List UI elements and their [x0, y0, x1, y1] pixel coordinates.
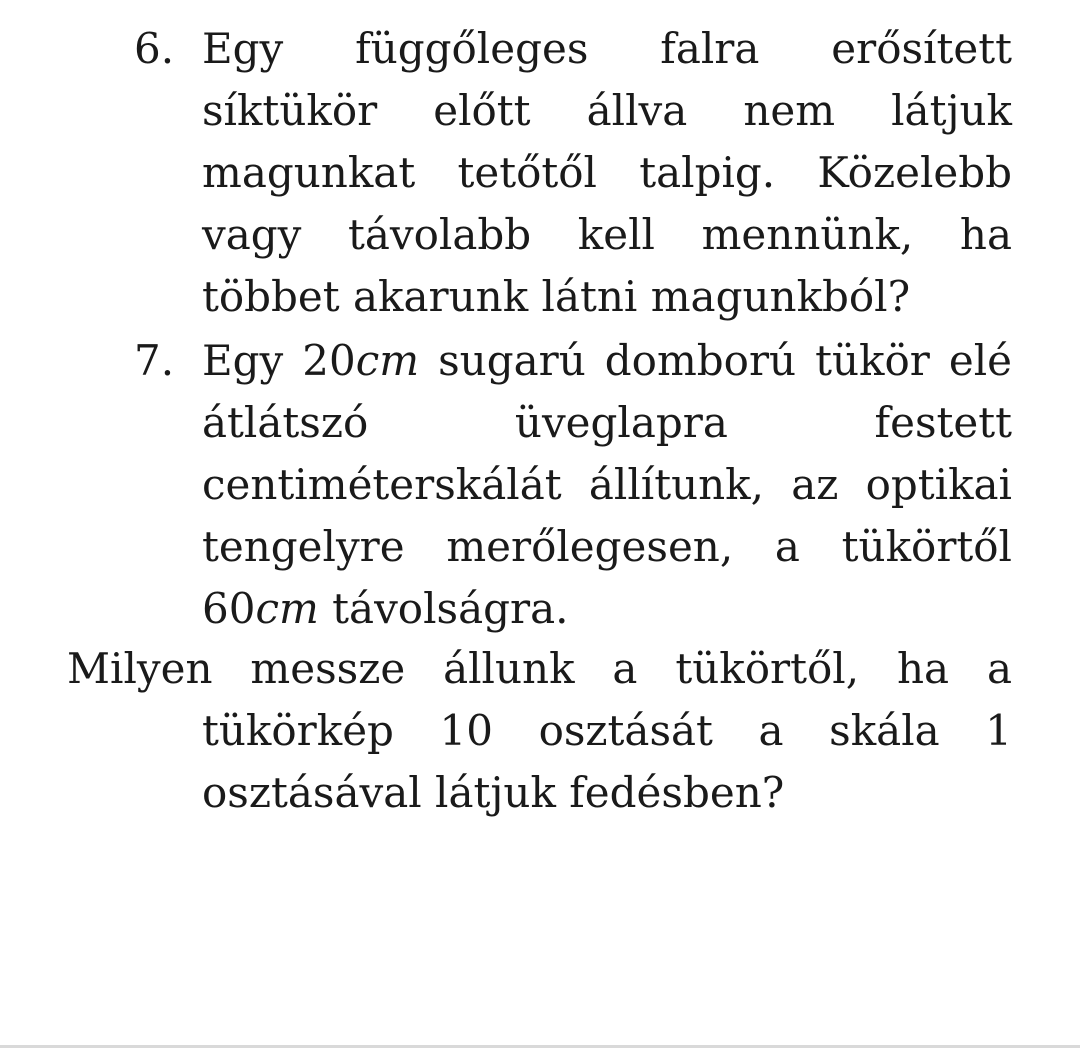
question-line: tengelyre merőlegesen, a tükörtől	[202, 522, 1012, 571]
question-line: centiméterskálát állítunk, az optikai	[202, 460, 1012, 509]
question-line: többet akarunk látni magunkból?	[202, 272, 911, 321]
unit-label: cm	[355, 336, 420, 385]
text-fragment: sugarú domború tükör elé	[419, 336, 1012, 385]
text-fragment: távolságra.	[318, 584, 569, 633]
distance-value: 60	[202, 584, 256, 633]
question-line: Milyen messze állunk a tükörtől, ha a	[67, 644, 1012, 693]
question-line: magunkat tetőtől talpig. Közelebb	[202, 148, 1012, 197]
question-number: 7.	[134, 336, 175, 385]
question-line	[202, 330, 1012, 392]
question-line	[202, 578, 1012, 640]
question-number: 6.	[134, 24, 175, 73]
text-fragment: Egy	[202, 336, 303, 385]
question-line: osztásával látjuk fedésben?	[202, 768, 785, 817]
unit-label: cm	[255, 584, 319, 633]
question-line: Egy függőleges falra erősített	[202, 24, 1012, 73]
question-line: tükörkép 10 osztását a skála 1	[202, 706, 1012, 755]
radius-value: 20	[302, 336, 356, 385]
question-line: átlátszó üveglapra festett	[202, 398, 1012, 447]
question-line: síktükör előtt állva nem látjuk	[202, 86, 1012, 135]
question-line: vagy távolabb kell mennünk, ha	[202, 210, 1012, 259]
